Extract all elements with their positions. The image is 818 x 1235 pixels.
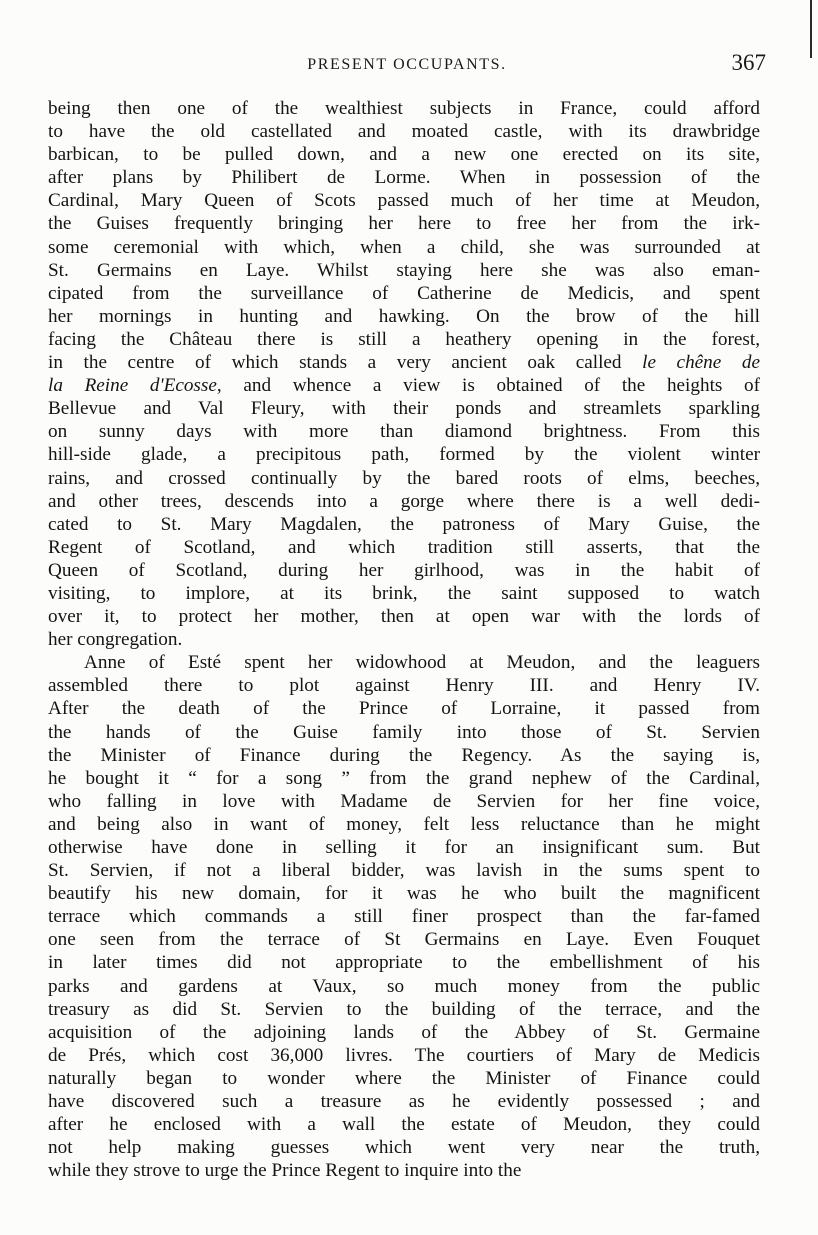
text-line bbox=[48, 420, 760, 443]
text-line bbox=[48, 813, 760, 836]
text-line bbox=[48, 928, 760, 951]
text-line bbox=[48, 905, 760, 928]
italic-text: la Reine d'Ecosse bbox=[48, 375, 217, 397]
text-line bbox=[48, 674, 760, 697]
text-line bbox=[48, 236, 760, 259]
italic-text: le chêne de bbox=[642, 352, 760, 374]
text-segment: after plans by Philibert de Lorme. When in possession of the bbox=[48, 167, 760, 189]
text-segment: one seen from the terrace of St Germains en Laye. Even Fouquet bbox=[48, 929, 760, 951]
paragraph bbox=[48, 97, 760, 651]
text-segment: the Minister of Finance during the Regency. As the saying is, bbox=[48, 744, 760, 766]
text-line bbox=[48, 628, 760, 651]
text-segment: visiting, to implore, at its brink, the saint supposed to watch bbox=[48, 582, 760, 604]
body-text bbox=[48, 97, 760, 1182]
text-line bbox=[48, 951, 760, 974]
text-segment: assembled there to plot against Henry III. and Henry IV. bbox=[48, 675, 760, 697]
text-line bbox=[48, 721, 760, 744]
text-line bbox=[48, 605, 760, 628]
text-segment: barbican, to be pulled down, and a new one erected on its site, bbox=[48, 144, 760, 166]
text-line bbox=[48, 767, 760, 790]
text-line bbox=[48, 490, 760, 513]
text-segment: in the centre of which stands a very ancient oak called bbox=[48, 352, 643, 374]
text-segment: , and whence a view is obtained of the heights of bbox=[216, 375, 760, 397]
text-segment: Cardinal, Mary Queen of Scots passed much of her time at Meudon, bbox=[48, 190, 760, 212]
text-line bbox=[48, 1159, 760, 1182]
text-line bbox=[48, 1090, 760, 1113]
text-segment: de Prés, which cost 36,000 livres. The courtiers of Mary de Medicis bbox=[48, 1044, 760, 1066]
text-segment: otherwise have done in selling it for an insignificant sum. But bbox=[48, 837, 760, 858]
text-segment: to have the old castellated and moated castle, with its drawbridge bbox=[48, 121, 760, 143]
text-segment: beautify his new domain, for it was he who built the magnificent bbox=[48, 883, 760, 905]
text-segment: and being also in want of money, felt less reluctance than he might bbox=[48, 813, 760, 835]
text-line bbox=[48, 697, 760, 720]
text-line bbox=[48, 1136, 760, 1159]
text-segment: Regent of Scotland, and which tradition still asserts, that the bbox=[48, 536, 760, 558]
text-segment: St. Germains en Laye. Whilst staying here she was also eman- bbox=[48, 259, 760, 281]
text-line bbox=[48, 351, 760, 374]
text-segment: while they strove to urge the Prince Regent to inquire into the bbox=[48, 1160, 522, 1182]
running-head-title: PRESENT OCCUPANTS. bbox=[307, 56, 507, 73]
text-line bbox=[48, 1067, 760, 1090]
running-head bbox=[48, 50, 766, 86]
page-edge-rule bbox=[810, 0, 812, 58]
text-segment: terrace which commands a still finer prospect than the far-famed bbox=[48, 906, 760, 928]
text-line bbox=[48, 582, 760, 605]
text-segment: parks and gardens at Vaux, so much money from the public bbox=[48, 975, 760, 997]
text-segment: the Guises frequently bringing her here to free her from the irk- bbox=[48, 213, 760, 235]
text-segment: he bought it “ for a song ” from the grand nephew of the Cardinal, bbox=[48, 767, 760, 789]
text-segment: treasury as did St. Servien to the building of the terrace, and the bbox=[48, 998, 760, 1020]
text-segment: Queen of Scotland, during her girlhood, was in the habit of bbox=[48, 559, 760, 581]
text-line bbox=[48, 998, 760, 1021]
text-segment: hill-side glade, a precipitous path, formed by the violent winter bbox=[48, 444, 760, 466]
text-segment: some ceremonial with which, when a child, she was surrounded at bbox=[48, 236, 760, 258]
text-line bbox=[48, 651, 760, 674]
text-segment: have discovered such a treasure as he evidently possessed ; and bbox=[48, 1091, 760, 1113]
text-line bbox=[48, 443, 760, 466]
text-segment: After the death of the Prince of Lorraine, it passed from bbox=[48, 698, 760, 720]
text-line bbox=[48, 1021, 760, 1044]
text-line bbox=[48, 882, 760, 905]
text-line bbox=[48, 467, 760, 490]
text-segment: the hands of the Guise family into those of St. Servien bbox=[48, 721, 760, 743]
text-line bbox=[48, 975, 760, 998]
text-segment: rains, and crossed continually by the bared roots of elms, beeches, bbox=[48, 467, 760, 489]
text-line bbox=[48, 189, 760, 212]
text-line bbox=[48, 1113, 760, 1136]
text-line bbox=[48, 559, 760, 582]
text-line bbox=[48, 536, 760, 559]
text-segment: acquisition of the adjoining lands of the Abbey of St. Germaine bbox=[48, 1021, 760, 1043]
text-segment: being then one of the wealthiest subjects in France, could afford bbox=[48, 98, 760, 119]
text-line bbox=[48, 259, 760, 282]
text-segment: her mornings in hunting and hawking. On the brow of the hill bbox=[48, 305, 760, 327]
text-line bbox=[48, 744, 760, 767]
text-segment: on sunny days with more than diamond brightness. From this bbox=[48, 421, 760, 443]
text-line bbox=[48, 120, 760, 143]
text-segment: not help making guesses which went very near the truth, bbox=[48, 1137, 760, 1159]
text-line bbox=[48, 305, 760, 328]
text-segment: in later times did not appropriate to the embellishment of his bbox=[48, 952, 760, 974]
text-segment: cated to St. Mary Magdalen, the patroness of Mary Guise, the bbox=[48, 513, 760, 535]
text-line bbox=[48, 836, 760, 859]
text-line bbox=[48, 859, 760, 882]
text-segment: Bellevue and Val Fleury, with their ponds and streamlets sparkling bbox=[48, 398, 760, 420]
text-segment: St. Servien, if not a liberal bidder, was lavish in the sums spent to bbox=[48, 860, 760, 882]
text-line bbox=[48, 374, 760, 397]
text-line bbox=[48, 397, 760, 420]
text-segment: after he enclosed with a wall the estate of Meudon, they could bbox=[48, 1114, 760, 1136]
text-segment: and other trees, descends into a gorge where there is a well dedi- bbox=[48, 490, 760, 512]
paragraph bbox=[48, 651, 760, 1182]
text-line bbox=[48, 97, 760, 120]
text-line bbox=[48, 212, 760, 235]
text-line bbox=[48, 513, 760, 536]
text-segment: who falling in love with Madame de Servien for her fine voice, bbox=[48, 790, 760, 812]
text-line bbox=[48, 1044, 760, 1067]
page-number: 367 bbox=[731, 50, 766, 75]
text-line bbox=[48, 143, 760, 166]
text-segment: facing the Château there is still a heathery opening in the forest, bbox=[48, 328, 760, 350]
text-segment: Anne of Esté spent her widowhood at Meudon, and the leaguers bbox=[84, 652, 760, 674]
text-line bbox=[48, 790, 760, 813]
text-segment: naturally began to wonder where the Minister of Finance could bbox=[48, 1067, 760, 1089]
text-segment: cipated from the surveillance of Catherine de Medicis, and spent bbox=[48, 282, 760, 304]
text-line bbox=[48, 282, 760, 305]
text-segment: over it, to protect her mother, then at open war with the lords of bbox=[48, 606, 760, 628]
text-line bbox=[48, 328, 760, 351]
text-line bbox=[48, 166, 760, 189]
text-segment: her congregation. bbox=[48, 629, 183, 651]
